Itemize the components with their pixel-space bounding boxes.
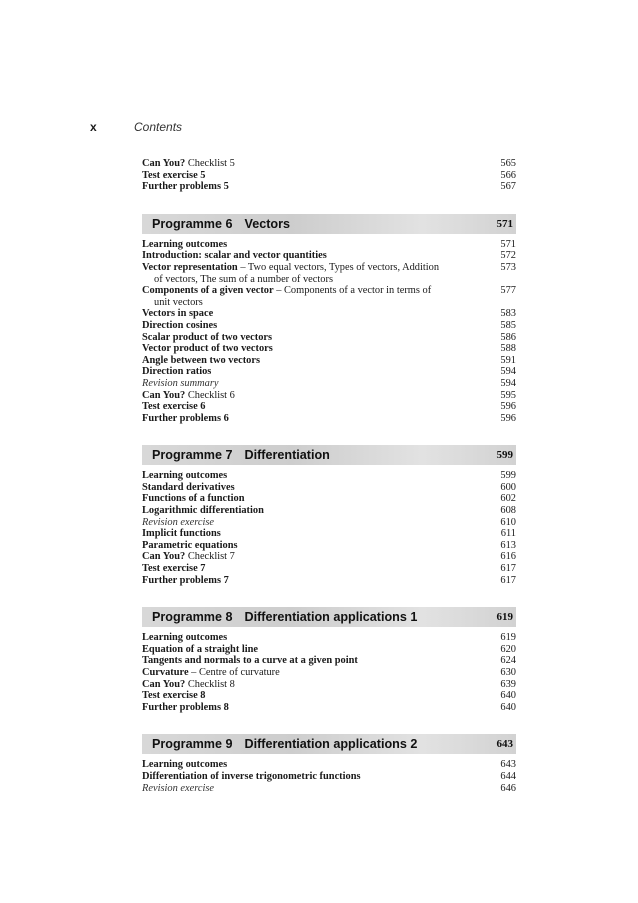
entry-title: Can You? bbox=[142, 678, 186, 690]
toc-entry[interactable] bbox=[142, 783, 516, 795]
entry-title: Implicit functions bbox=[142, 528, 221, 540]
entry-text bbox=[142, 332, 492, 344]
toc-entry[interactable] bbox=[142, 632, 516, 644]
entry-italic-title: Revision summary bbox=[142, 377, 219, 389]
entry-page: 610 bbox=[500, 516, 516, 528]
entry-text bbox=[142, 632, 492, 644]
entry-text bbox=[142, 158, 492, 170]
programme-heading bbox=[146, 610, 417, 624]
entry-title: Learning outcomes bbox=[142, 470, 228, 482]
entry-title: Parametric equations bbox=[142, 539, 238, 551]
entry-text bbox=[142, 493, 492, 505]
toc-entry[interactable] bbox=[142, 158, 516, 170]
toc-entry[interactable] bbox=[142, 644, 516, 656]
entry-text bbox=[142, 679, 492, 691]
entry-page: 617 bbox=[500, 563, 516, 575]
entry-detail: Checklist 5 bbox=[185, 158, 235, 169]
entry-page: 565 bbox=[500, 158, 516, 169]
entry-page: 624 bbox=[500, 655, 516, 667]
entry-text bbox=[142, 551, 492, 563]
toc-entry[interactable] bbox=[142, 308, 516, 320]
entry-title: Test exercise 7 bbox=[142, 563, 206, 575]
toc-entry[interactable] bbox=[142, 355, 516, 367]
entry-page: 588 bbox=[500, 343, 516, 355]
entry-italic-title: Revision exercise bbox=[142, 782, 215, 794]
entry-title: Learning outcomes bbox=[142, 238, 228, 250]
entry-page: 644 bbox=[500, 770, 516, 782]
entry-text bbox=[142, 690, 492, 702]
programme-banner[interactable] bbox=[142, 214, 516, 234]
entry-title: Vector representation bbox=[142, 261, 238, 273]
entry-text bbox=[142, 262, 492, 285]
toc-entry[interactable] bbox=[142, 551, 516, 563]
programme-heading bbox=[146, 217, 290, 231]
programme-label: Programme 8 bbox=[152, 610, 233, 625]
entry-detail: Checklist 8 bbox=[185, 678, 235, 690]
entry-text bbox=[142, 390, 492, 402]
entry-title: Direction cosines bbox=[142, 319, 218, 331]
entry-page: 599 bbox=[500, 470, 516, 482]
toc-entry[interactable] bbox=[142, 679, 516, 691]
programme-banner[interactable] bbox=[142, 607, 516, 627]
entry-title: Functions of a function bbox=[142, 493, 245, 505]
entry-page: 617 bbox=[500, 574, 516, 586]
toc-entry[interactable] bbox=[142, 505, 516, 517]
entry-title: Vectors in space bbox=[142, 308, 214, 320]
entry-text bbox=[142, 667, 492, 679]
entry-title: Test exercise 8 bbox=[142, 690, 206, 702]
entry-page: 600 bbox=[500, 481, 516, 493]
entry-page: 620 bbox=[500, 643, 516, 655]
toc-entry[interactable] bbox=[142, 332, 516, 344]
entry-text bbox=[142, 366, 492, 378]
programme-heading bbox=[146, 448, 330, 462]
toc-entry[interactable] bbox=[142, 401, 516, 413]
entry-page: 571 bbox=[500, 238, 516, 250]
entry-title: Equation of a straight line bbox=[142, 643, 259, 655]
toc-section bbox=[142, 214, 516, 425]
entry-text bbox=[142, 401, 492, 413]
entry-title: Standard derivatives bbox=[142, 481, 235, 493]
entry-page: 602 bbox=[500, 493, 516, 505]
entry-title: Components of a given vector bbox=[142, 285, 274, 297]
entry-title: Vector product of two vectors bbox=[142, 343, 273, 355]
entry-text bbox=[142, 563, 492, 575]
programme-page: 643 bbox=[496, 738, 513, 751]
programme-page: 619 bbox=[496, 611, 513, 624]
programme-title: Differentiation bbox=[244, 448, 330, 463]
toc-section bbox=[142, 607, 516, 713]
toc-entry[interactable] bbox=[142, 759, 516, 771]
page-number: x bbox=[90, 120, 97, 134]
entry-page: 596 bbox=[500, 412, 516, 424]
entry-continuation: of vectors, The sum of a number of vectors bbox=[154, 273, 333, 285]
entry-title: Further problems 5 bbox=[142, 181, 229, 193]
entry-text bbox=[142, 181, 492, 193]
toc-entry[interactable] bbox=[142, 493, 516, 505]
entry-page: 643 bbox=[500, 759, 516, 771]
programme-heading bbox=[146, 737, 417, 751]
programme-title: Differentiation applications 2 bbox=[244, 737, 418, 752]
entry-page: 619 bbox=[500, 632, 516, 644]
entry-title: Curvature bbox=[142, 667, 189, 678]
entry-text bbox=[142, 413, 492, 425]
running-title: Contents bbox=[134, 120, 183, 134]
entry-page: 594 bbox=[500, 377, 516, 389]
programme-banner[interactable] bbox=[142, 734, 516, 754]
entry-page: 630 bbox=[500, 667, 516, 678]
toc-entry[interactable] bbox=[142, 528, 516, 540]
programme-banner[interactable] bbox=[142, 445, 516, 465]
toc-entry[interactable] bbox=[142, 285, 516, 308]
toc-entry[interactable] bbox=[142, 690, 516, 702]
entry-title: Direction ratios bbox=[142, 366, 212, 378]
entry-title: Can You? bbox=[142, 551, 186, 563]
entry-title: Test exercise 5 bbox=[142, 169, 206, 181]
entry-list bbox=[142, 470, 516, 586]
entry-page: 566 bbox=[500, 169, 516, 181]
toc-entry[interactable] bbox=[142, 343, 516, 355]
entry-detail: – Components of a vector in terms of bbox=[273, 285, 432, 297]
entry-text bbox=[142, 285, 492, 308]
entry-title: Differentiation of inverse trigonometric functions bbox=[142, 770, 361, 782]
entry-title: Learning outcomes bbox=[142, 632, 228, 644]
entry-title: Further problems 6 bbox=[142, 412, 229, 424]
toc-entry[interactable] bbox=[142, 320, 516, 332]
entry-title: Test exercise 6 bbox=[142, 401, 206, 413]
entry-page: 567 bbox=[500, 181, 516, 193]
entry-text bbox=[142, 644, 492, 656]
toc-section bbox=[142, 445, 516, 586]
entry-text bbox=[142, 528, 492, 540]
toc-entry[interactable] bbox=[142, 262, 516, 285]
toc-section bbox=[142, 734, 516, 794]
entry-text bbox=[142, 308, 492, 320]
entry-text bbox=[142, 702, 492, 714]
entry-list bbox=[142, 632, 516, 713]
entry-text bbox=[142, 655, 492, 667]
entry-text bbox=[142, 759, 492, 771]
entry-detail: – Two equal vectors, Types of vectors, Addition bbox=[237, 261, 440, 273]
entry-title: Tangents and normals to a curve at a given point bbox=[142, 655, 358, 667]
entry-text bbox=[142, 482, 492, 494]
entry-text bbox=[142, 343, 492, 355]
entry-text bbox=[142, 239, 492, 251]
entry-text bbox=[142, 320, 492, 332]
toc-entry[interactable] bbox=[142, 702, 516, 714]
entry-page: 585 bbox=[500, 319, 516, 331]
entry-italic-title: Revision exercise bbox=[142, 516, 215, 528]
entry-title: Can You? bbox=[142, 389, 186, 401]
entry-title: Further problems 7 bbox=[142, 574, 229, 586]
entry-page: 639 bbox=[500, 678, 516, 690]
entry-page: 594 bbox=[500, 366, 516, 378]
entry-page: 616 bbox=[500, 551, 516, 563]
entry-text bbox=[142, 540, 492, 552]
toc-entry[interactable] bbox=[142, 563, 516, 575]
entry-detail: Checklist 7 bbox=[185, 551, 235, 563]
entry-page: 586 bbox=[500, 331, 516, 343]
toc-entry[interactable] bbox=[142, 366, 516, 378]
entry-text bbox=[142, 250, 492, 262]
entry-page: 613 bbox=[500, 539, 516, 551]
toc-entry[interactable] bbox=[142, 250, 516, 262]
toc-entry[interactable] bbox=[142, 170, 516, 182]
entry-title: Further problems 8 bbox=[142, 701, 229, 713]
toc-entry[interactable] bbox=[142, 482, 516, 494]
entry-title: Learning outcomes bbox=[142, 759, 228, 771]
entry-detail: Checklist 6 bbox=[185, 389, 235, 401]
entry-text bbox=[142, 170, 492, 182]
entry-page: 572 bbox=[500, 250, 516, 262]
table-of-contents bbox=[142, 158, 516, 794]
entry-list bbox=[142, 239, 516, 425]
toc-entry[interactable] bbox=[142, 378, 516, 390]
entry-title: Can You? bbox=[142, 158, 186, 169]
entry-title: Angle between two vectors bbox=[142, 354, 261, 366]
entry-text bbox=[142, 771, 492, 783]
entry-page: 640 bbox=[500, 701, 516, 713]
entry-text bbox=[142, 355, 492, 367]
entry-text bbox=[142, 505, 492, 517]
entry-page: 573 bbox=[500, 261, 516, 273]
entry-list bbox=[142, 158, 516, 193]
entry-page: 640 bbox=[500, 690, 516, 702]
toc-entry[interactable] bbox=[142, 655, 516, 667]
entry-page: 577 bbox=[500, 285, 516, 297]
programme-page: 599 bbox=[496, 449, 513, 462]
entry-detail: – Centre of curvature bbox=[188, 667, 280, 678]
entry-text bbox=[142, 575, 492, 587]
toc-entry[interactable] bbox=[142, 413, 516, 425]
entry-text bbox=[142, 517, 492, 529]
toc-entry[interactable] bbox=[142, 517, 516, 529]
entry-text bbox=[142, 378, 492, 390]
entry-list bbox=[142, 759, 516, 794]
entry-page: 596 bbox=[500, 401, 516, 413]
programme-title: Vectors bbox=[244, 216, 291, 231]
entry-page: 583 bbox=[500, 308, 516, 320]
toc-entry[interactable] bbox=[142, 771, 516, 783]
toc-entry[interactable] bbox=[142, 575, 516, 587]
entry-text bbox=[142, 783, 492, 795]
entry-page: 646 bbox=[500, 782, 516, 794]
programme-label: Programme 6 bbox=[152, 216, 233, 231]
page-header bbox=[90, 120, 550, 140]
entry-continuation: unit vectors bbox=[154, 296, 203, 308]
toc-section-intro bbox=[142, 158, 516, 193]
programme-label: Programme 9 bbox=[152, 737, 233, 752]
toc-entry[interactable] bbox=[142, 181, 516, 193]
toc-entry[interactable] bbox=[142, 667, 516, 679]
entry-title: Logarithmic differentiation bbox=[142, 505, 264, 517]
entry-page: 595 bbox=[500, 389, 516, 401]
toc-entry[interactable] bbox=[142, 470, 516, 482]
programme-page: 571 bbox=[496, 217, 513, 230]
entry-page: 608 bbox=[500, 505, 516, 517]
toc-entry[interactable] bbox=[142, 239, 516, 251]
programme-title: Differentiation applications 1 bbox=[244, 610, 418, 625]
toc-entry[interactable] bbox=[142, 540, 516, 552]
entry-title: Scalar product of two vectors bbox=[142, 331, 273, 343]
entry-page: 591 bbox=[500, 354, 516, 366]
entry-text bbox=[142, 470, 492, 482]
toc-entry[interactable] bbox=[142, 390, 516, 402]
entry-page: 611 bbox=[500, 528, 516, 540]
entry-title: Introduction: scalar and vector quantities bbox=[142, 250, 327, 262]
programme-label: Programme 7 bbox=[152, 448, 233, 463]
